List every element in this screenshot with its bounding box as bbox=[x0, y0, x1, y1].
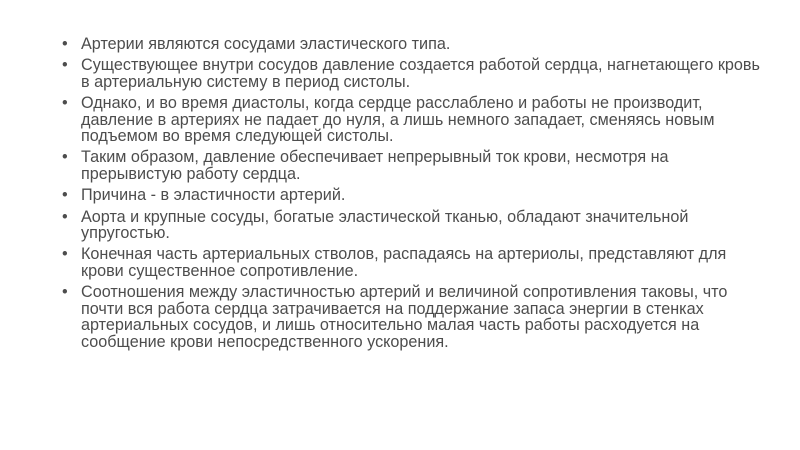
bullet-item-3 bbox=[62, 95, 762, 144]
bullet-list bbox=[62, 36, 762, 355]
bullet-text: Аорта и крупные сосуды, богатые эластической тканью, обладают значительной упругостью. bbox=[81, 207, 689, 243]
bullet-icon: • bbox=[62, 207, 68, 226]
bullet-icon: • bbox=[62, 35, 68, 53]
bullet-text: Артерии являются сосудами эластического типа. bbox=[81, 35, 451, 53]
bullet-text: Конечная часть артериальных стволов, распадаясь на артериолы, представляют для крови существенное сопротивление. bbox=[81, 245, 727, 280]
bullet-item-5 bbox=[62, 187, 762, 203]
bullet-icon: • bbox=[62, 186, 68, 205]
bullet-item-8 bbox=[62, 284, 762, 350]
bullet-text: Однако, и во время диастолы, когда сердце расслаблено и работы не производит, давление в артериях не падает до нуля, а лишь немного западает, сменяясь новым подъемом во время следующей систолы. bbox=[81, 94, 715, 146]
bullet-item-2 bbox=[62, 57, 762, 90]
bullet-text: Соотношения между эластичностью артерий и величиной сопротивления таковы, что почти вся работа сердца затрачивается на поддержание запаса энергии в стенках артериальных сосудов, и лишь относительно малая часть работы расходуется на сообщение крови непосредственного ускорения. bbox=[81, 283, 728, 351]
bullet-text: Таким образом, давление обеспечивает непрерывный ток крови, несмотря на прерывистую работу сердца. bbox=[81, 148, 669, 183]
bullet-item-7 bbox=[62, 246, 762, 279]
bullet-item-1 bbox=[62, 36, 762, 52]
bullet-text: Существующее внутри сосудов давление создается работой сердца, нагнетающего кровь в артериальную систему в период систолы. bbox=[81, 56, 760, 91]
bullet-icon: • bbox=[62, 56, 68, 75]
bullet-item-6 bbox=[62, 209, 762, 242]
bullet-icon: • bbox=[62, 94, 68, 113]
bullet-icon: • bbox=[62, 148, 68, 167]
bullet-text: Причина - в эластичности артерий. bbox=[81, 186, 346, 205]
bullet-item-4 bbox=[62, 149, 762, 182]
bullet-icon: • bbox=[62, 245, 68, 264]
bullet-icon: • bbox=[62, 283, 68, 302]
